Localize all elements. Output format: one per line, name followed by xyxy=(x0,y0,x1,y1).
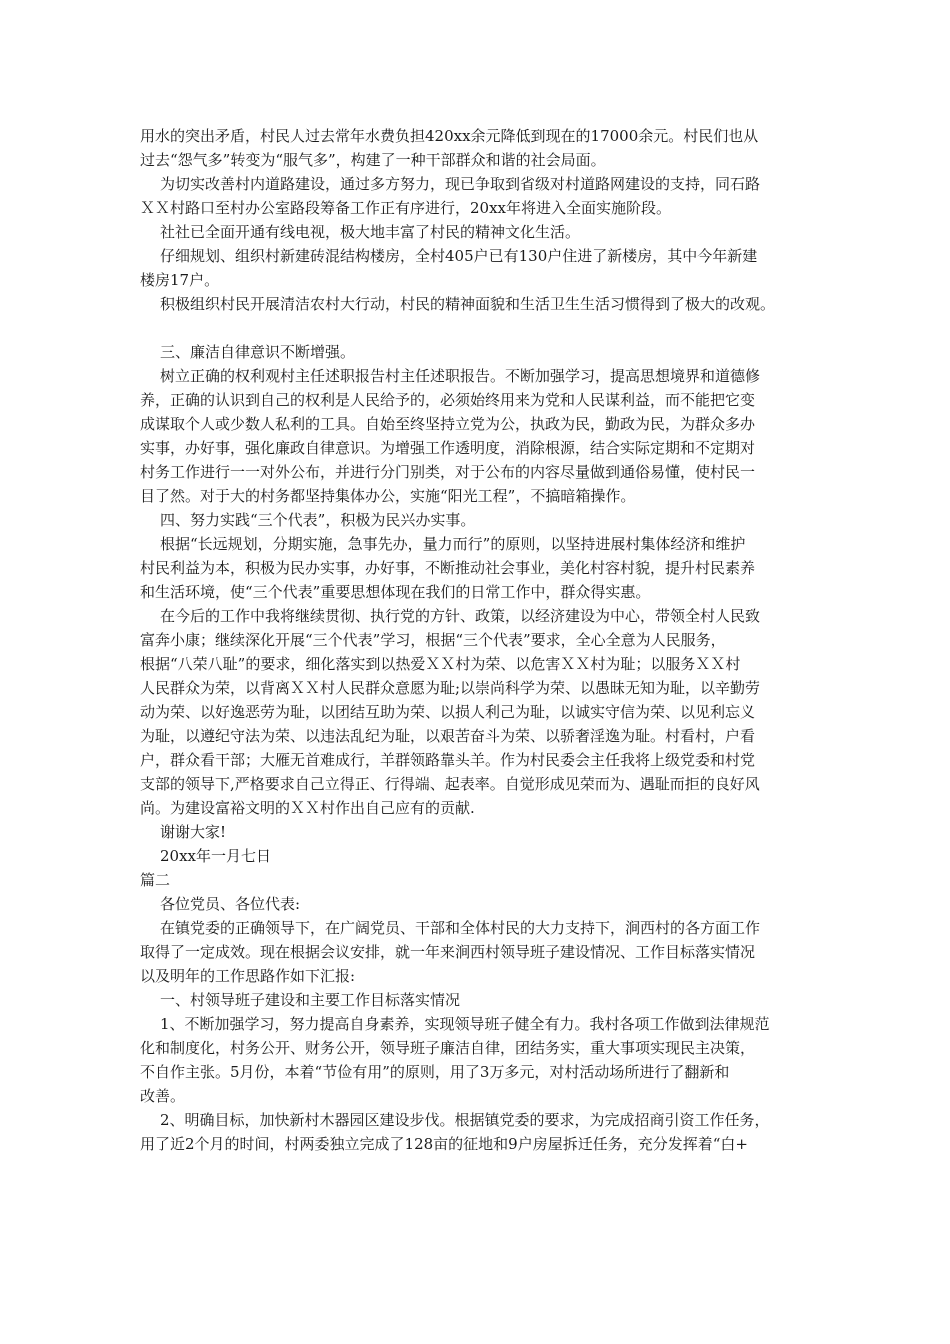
text-line: 仔细规划、组织村新建砖混结构楼房，全村405户已有130户住进了新楼房，其中今年新建 xyxy=(160,247,758,265)
text-line: 实事，办好事，强化廉政自律意识。为增强工作透明度，消除根源，结合实际定期和不定期对 xyxy=(140,439,756,457)
section-title: 篇二 xyxy=(140,871,171,889)
text-line: 以及明年的工作思路作如下汇报: xyxy=(140,967,356,985)
text-line: 和生活环境，使“三个代表”重要思想体现在我们的日常工作中，群众得实惠。 xyxy=(140,583,651,601)
text-line: 化和制度化，村务公开、财务公开，领导班子廉洁自律，团结务实，重大事项实现民主决策， xyxy=(140,1039,756,1057)
date-line: 20xx年一月七日 xyxy=(160,847,272,865)
text-line: ＸＸ村路口至村办公室路段筹备工作正有序进行，20xx年将进入全面实施阶段。 xyxy=(140,199,672,217)
text-line: 积极组织村民开展清洁农村大行动，村民的精神面貌和生活卫生生活习惯得到了极大的改观。 xyxy=(160,295,776,313)
text-line: 三、廉洁自律意识不断增强。 xyxy=(160,343,356,361)
text-line: 过去“怨气多”转变为“服气多”，构建了一种干部群众和谐的社会局面。 xyxy=(140,151,606,169)
section-part1 xyxy=(140,124,815,316)
closing-thanks xyxy=(140,820,815,844)
text-line: 在镇党委的正确领导下，在广阔党员、干部和全体村民的大力支持下，涧西村的各方面工作 xyxy=(160,919,761,937)
text-line: 支部的领导下,严格要求自己立得正、行得端、起表率。自觉形成见荣而为、遇耻而拒的良好风 xyxy=(140,775,760,793)
blank-line xyxy=(140,316,815,340)
text-line: 成谋取个人或少数人私利的工具。自始至终坚持立党为公，执政为民，勤政为民，为群众多办 xyxy=(140,415,756,433)
paragraph xyxy=(140,532,815,604)
text-line: 谢谢大家! xyxy=(160,823,227,841)
section-part3 xyxy=(140,892,815,1156)
text-line: 树立正确的权利观村主任述职报告村主任述职报告。不断加强学习，提高思想境界和道德修 xyxy=(160,367,761,385)
text-line: 用了近2个月的时间，村两委独立完成了128亩的征地和9户房屋拆迁任务，充分发挥着“白+ xyxy=(140,1135,748,1153)
text-line: 1、不断加强学习，努力提高自身素养，实现领导班子健全有力。我村各项工作做到法律规范 xyxy=(160,1015,770,1033)
text-line: 村民利益为本，积极为民办实事，办好事，不断推动社会事业，美化村容村貌，提升村民素养 xyxy=(140,559,756,577)
text-line: 楼房17户。 xyxy=(140,271,220,289)
text-line: 目了然。对于大的村务都坚持集体办公，实施“阳光工程”，不搞暗箱操作。 xyxy=(140,487,636,505)
heading-three xyxy=(140,340,815,364)
paragraph xyxy=(140,244,815,292)
text-line: 2、明确目标，加快新村木器园区建设步伐。根据镇党委的要求，为完成招商引资工作任务， xyxy=(160,1111,770,1129)
text-line: 取得了一定成效。现在根据会议安排，就一年来涧西村领导班子建设情况、工作目标落实情况 xyxy=(140,943,756,961)
paragraph xyxy=(140,124,815,172)
text-line: 为耻，以遵纪守法为荣、以违法乱纪为耻，以艰苦奋斗为荣、以骄奢淫逸为耻。村看村，户看 xyxy=(140,727,756,745)
text-line: 村务工作进行一一对外公布，并进行分门别类，对于公布的内容尽量做到通俗易懂，使村民一 xyxy=(140,463,756,481)
paragraph xyxy=(140,604,815,820)
text-line: 用水的突出矛盾，村民人过去常年水费负担420xx余元降低到现在的17000余元。村民们也从 xyxy=(140,127,759,145)
text-line: 四、努力实践“三个代表”，积极为民兴办实事。 xyxy=(160,511,476,529)
paragraph xyxy=(140,916,815,988)
paragraph xyxy=(140,364,815,508)
text-line: 富奔小康；继续深化开展“三个代表”学习，根据“三个代表”要求，全心全意为人民服务， xyxy=(140,631,726,649)
text-line: 人民群众为荣，以背离ＸＸ村人民群众意愿为耻;以崇尚科学为荣、以愚昧无知为耻，以辛勤劳 xyxy=(140,679,761,697)
document-page xyxy=(140,124,815,1156)
text-line: 尚。为建设富裕文明的ＸＸ村作出自己应有的贡献. xyxy=(140,799,475,817)
paragraph xyxy=(140,220,815,244)
text-line: 为切实改善村内道路建设，通过多方努力，现已争取到省级对村道路网建设的支持，同石路 xyxy=(160,175,761,193)
text-line: 养，正确的认识到自己的权利是人民给予的，必须始终用来为党和人民谋利益，而不能把它变 xyxy=(140,391,756,409)
heading-four xyxy=(140,508,815,532)
text-line: 根据“长远规划，分期实施，急事先办，量力而行”的原则，以坚持进展村集体经济和维护 xyxy=(160,535,746,553)
paragraph xyxy=(140,1108,815,1156)
text-line: 动为荣、以好逸恶劳为耻，以团结互助为荣、以损人利己为耻，以诚实守信为荣、以见利忘义 xyxy=(140,703,756,721)
heading-one xyxy=(140,988,815,1012)
salutation xyxy=(140,892,815,916)
text-line: 在今后的工作中我将继续贯彻、执行党的方针、政策，以经济建设为中心，带领全村人民致 xyxy=(160,607,761,625)
paragraph xyxy=(140,292,815,316)
text-line: 不自作主张。5月份，本着“节俭有用”的原则，用了3万多元，对村活动场所进行了翻新和 xyxy=(140,1063,730,1081)
text-line: 户，群众看干部；大雁无首难成行，羊群领路靠头羊。作为村民委会主任我将上级党委和村党 xyxy=(140,751,756,769)
paragraph xyxy=(140,1012,815,1108)
text-line: 根据“八荣八耻”的要求，细化落实到以热爱ＸＸ村为荣、以危害ＸＸ村为耻；以服务ＸＸ村 xyxy=(140,655,741,673)
text-line: 改善。 xyxy=(140,1087,186,1105)
section-part2 xyxy=(140,340,815,844)
text-line: 一、村领导班子建设和主要工作目标落实情况 xyxy=(160,991,461,1009)
text-line: 社社已全面开通有线电视，极大地丰富了村民的精神文化生活。 xyxy=(160,223,581,241)
text-line: 各位党员、各位代表: xyxy=(160,895,301,913)
paragraph xyxy=(140,172,815,220)
